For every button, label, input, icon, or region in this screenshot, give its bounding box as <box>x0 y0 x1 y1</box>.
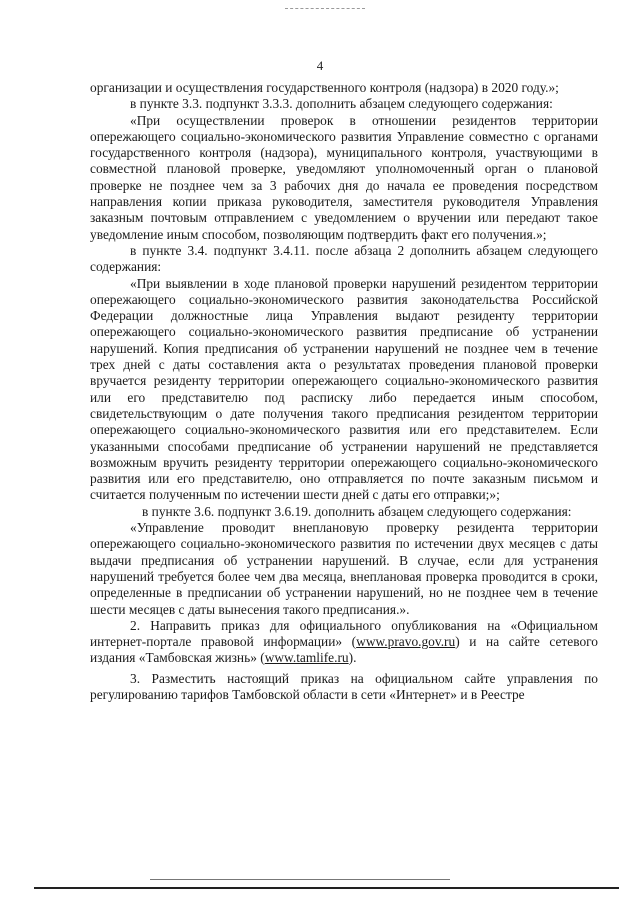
top-scan-mark <box>285 8 365 9</box>
bottom-scan-line <box>34 887 619 889</box>
paragraph-amendment-3-4: в пункте 3.4. подпункт 3.4.11. после абзаца 2 дополнить абзацем следующего содержания: <box>90 242 598 275</box>
bottom-scan-line-thin <box>150 879 450 880</box>
paragraph-amendment-3-6: в пункте 3.6. подпункт 3.6.19. дополнить абзацем следующего содержания: <box>142 503 572 519</box>
page-number: 4 <box>316 58 324 73</box>
link-tamlife[interactable]: www.tamlife.ru <box>264 650 349 666</box>
link-pravo-gov[interactable]: www.pravo.gov.ru <box>356 634 456 650</box>
item2-text-middle: ) и на сайте сетевого издания «Тамбовская жизнь» ( <box>90 634 599 666</box>
paragraph-quote-violations: «При выявлении в ходе плановой проверки нарушений резидентом территории опережающего социально-экономического развития законодательства Российской Федерации должностные лица Управления выдают резиденту территории опережающего социально-экономического развития предписание об устранении нарушений. Копия предписания об устранении нарушений не позднее чем в течение трех дней с даты составления акта о результатах проведения плановой проверки вручается резиденту территории опережающего социально-экономического развития или его представителю под расписку либо передается иным способом, свидетельствующим о дате получения такого предписания резидентом территории опережающего социально-экономического развития или его представителем. Если указанными способами предписание об устранении нарушений не представляется возможным вручить резиденту территории опережающего социально-экономического развития или его представителю, оно отправляется по почте заказным письмом и считается полученным по истечении шести дней с даты его отправки;»; <box>90 275 598 503</box>
paragraph-quote-inspection-notice: «При осуществлении проверок в отношении резидентов территории опережающего социально-экономического развития Управление совместно с органами государственного контроля (надзора), муниципального контроля, участвующими в совместной плановой проверке, уведомляют уполномоченный орган о плановой проверке не позднее чем за 3 рабочих дня до начала ее проведения посредством направления копии приказа руководителя, заместителя руководителя Управления заказным почтовым отправлением с уведомлением о вручении или передают такое уведомление иным способом, позволяющим подтвердить факт его получения.»; <box>90 112 598 242</box>
paragraph-quote-unscheduled-inspection: «Управление проводит внеплановую проверку резидента территории опережающего социально-экономического развития по истечении двух месяцев с даты выдачи предписания об устранении нарушений. В случае, если для устранения нарушений требуется более чем два месяца, внеплановая проверка проводится в сроки, определенные в предписании об устранении нарушений, но не позднее чем в течение шести месяцев с даты вынесения такого предписания.». <box>90 520 598 617</box>
paragraph-item-3-placement: 3. Разместить настоящий приказ на официальном сайте управления по регулированию тарифов Тамбовской области в сети «Интернет» и в Реестре <box>90 670 598 702</box>
paragraph-amendment-3-3: в пункте 3.3. подпункт 3.3.3. дополнить абзацем следующего содержания: <box>130 96 553 112</box>
item2-text-before: 2. Направить приказ для официального опубликования на «Официальном интернет-портале правовой информации» ( <box>90 617 598 650</box>
paragraph-continuation: организации и осуществления государственного контроля (надзора) в 2020 году.»; <box>90 80 559 95</box>
item2-text-after: ). <box>348 650 357 666</box>
document-body <box>90 80 598 703</box>
paragraph-item-2-publication <box>90 618 598 667</box>
